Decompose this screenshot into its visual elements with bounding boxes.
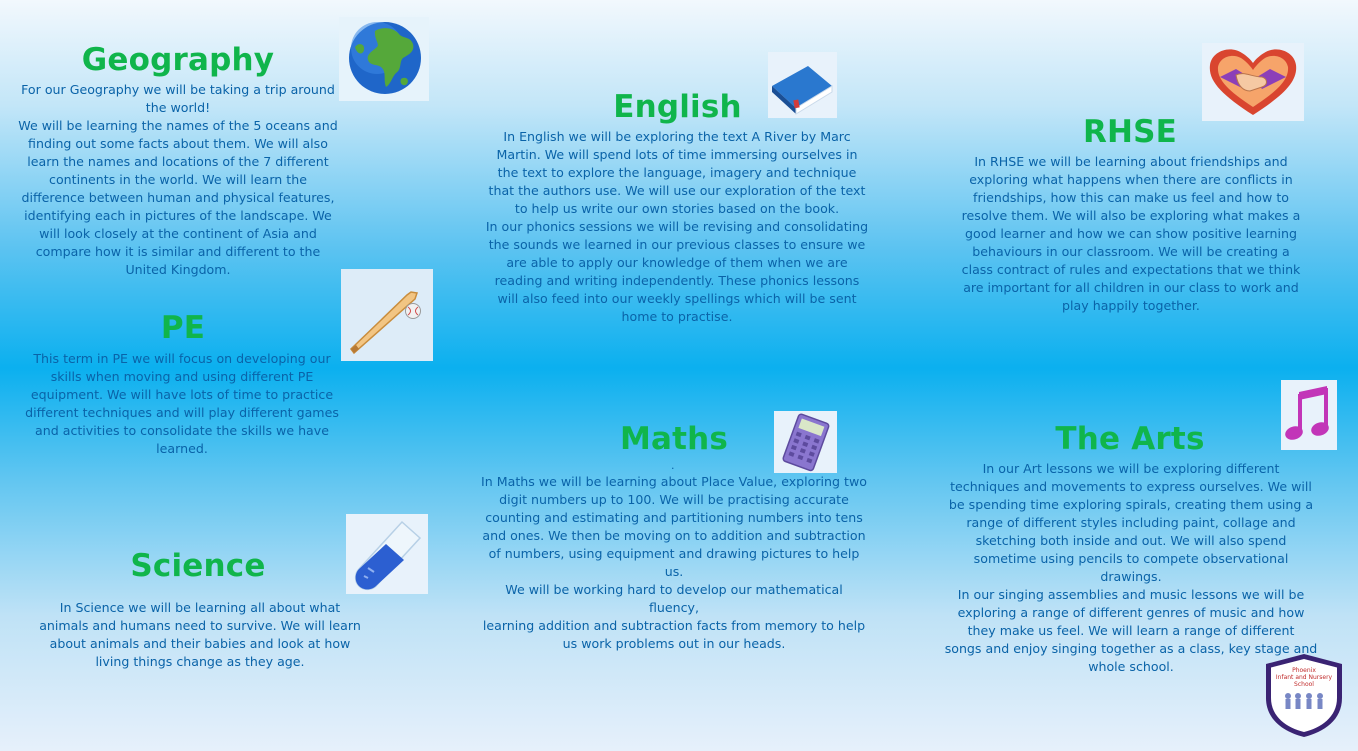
music-note-icon xyxy=(1281,380,1337,450)
school-badge-line2: Infant and Nursery xyxy=(1275,674,1333,681)
geography-text: For our Geography we will be taking a trip around the world! We will be learning the names of the 5 oceans and finding out some facts about them. We will also learn the names and locations of the 7 different continents in the world. We will learn the difference between human and physical features, identifying each in pictures of the landscape. We will look closely at the continent of Asia and compare how it is similar and different to the United Kingdom. xyxy=(18,82,338,277)
science-heading: Science xyxy=(130,548,266,584)
maths-dot: . xyxy=(671,459,675,472)
book-icon xyxy=(768,52,837,118)
english-text: In English we will be exploring the text A River by Marc Martin. We will spend lots of time immersing ourselves in the text to explore the language, imagery and technique that the authors use. We will use our exploration of the text to help us write our own stories based on the book. In our phonics sessions we will be revising and consolidating the sounds we learned in our previous classes to ensure we are able to apply our knowledge of them when we are reading and writing independently. These phonics lessons will also feed into our weekly spellings which will be sent home to practise. xyxy=(485,129,869,324)
rhse-text: In RHSE we will be learning about friendships and exploring what happens when there are conflicts in friendships, how this can make us feel and how to resolve them. We will also be exploring what makes a good learner and how we can show positive learning behaviours in our classroom. We will be creating a class contract of rules and expectations that we think are important for all children in our class to work and play happily together. xyxy=(961,154,1301,313)
school-badge-line3: School xyxy=(1294,681,1314,688)
rhse-heading: RHSE xyxy=(1082,114,1178,150)
globe-icon xyxy=(339,17,429,101)
maths-heading: Maths xyxy=(619,421,729,457)
school-badge-logo xyxy=(1262,652,1346,739)
geography-heading: Geography xyxy=(81,42,275,78)
arts-text: In our Art lessons we will be exploring different techniques and movements to express ourselves. We will be spending time exploring spirals, creating them using a range of different styles including paint, collage and sketching both inside and out. We will also spend sometime using pencils to compete observational drawings. In our singing assemblies and music lessons we will be exploring a range of different genres of music and how they make us feel. We will learn a range of different songs and enjoy singing together as a class, key stage and whole school. xyxy=(944,461,1318,674)
heart-handshake-icon xyxy=(1202,43,1304,121)
calculator-icon xyxy=(774,411,837,473)
maths-text: In Maths we will be learning about Place Value, exploring two digit numbers up to 100. We will be practising accurate counting and estimating and partitioning numbers into tens and ones. We then be moving on to addition and subtraction of numbers, using equipment and drawing pictures to help us. We will be working hard to develop our mathematical fluency, learning addition and subtraction facts from memory to help us work problems out in our heads. xyxy=(481,474,867,651)
science-text: In Science we will be learning all about what animals and humans need to survive. We will learn about animals and their babies and look at how living things change as they age. xyxy=(39,600,361,669)
test-tube-icon xyxy=(346,514,428,594)
school-badge-line1: Phoenix xyxy=(1292,667,1316,674)
arts-heading: The Arts xyxy=(1055,421,1205,457)
pe-heading: PE xyxy=(160,310,206,346)
english-heading: English xyxy=(613,89,742,125)
baseball-bat-icon xyxy=(341,269,433,361)
pe-text: This term in PE we will focus on developing our skills when moving and using different PE equipment. We will have lots of time to practice different techniques and will play different games and activities to consolidate the skills we have learned. xyxy=(25,351,339,456)
